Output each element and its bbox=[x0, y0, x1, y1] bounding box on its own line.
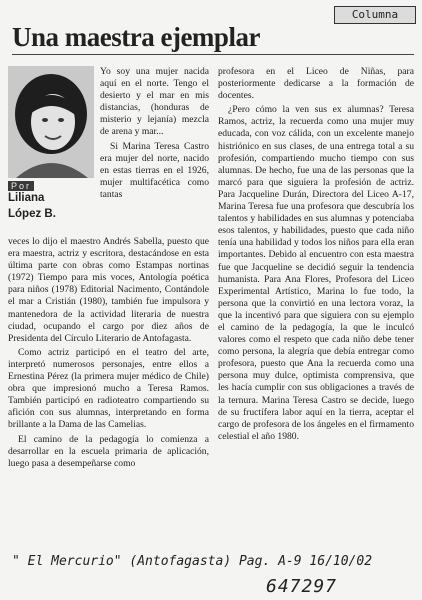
handwritten-annotation bbox=[8, 548, 414, 596]
header-rule bbox=[12, 54, 414, 55]
handwritten-archive-number: 647297 bbox=[266, 576, 338, 597]
author-name bbox=[8, 190, 94, 222]
byline-prefix: Por bbox=[8, 181, 34, 191]
section-tag: Columna bbox=[334, 6, 416, 24]
column-b bbox=[218, 66, 414, 445]
paragraph: profesora en el Liceo de Niñas, para posteriormente dedicarse a la formación de docentes. bbox=[218, 66, 414, 102]
paragraph: Si Marina Teresa Castro era mujer del norte, nacido en estas tierras en el 1926, mujer multifacética como tantas bbox=[100, 140, 209, 200]
paragraph: veces lo dijo el maestro Andrés Sabella, puesto que era maestra, actriz y escritora, destacándose en esta última parte con obras como Estampas nortinas (1972) Tiempo para mis voces, Antología poética para niños (1978) Editorial Nacimento, Contándole el mar a Cristián (1980), también fue impulsora y mantenedora de la actividad literaria de nuestra ciudad, ocupando el cargo por diez años de Presidenta del Círculo Literario de Antofagasta. bbox=[8, 236, 209, 344]
handwritten-source-note: " El Mercurio" (Antofagasta) Pag. A-9 16/10/02 bbox=[12, 554, 373, 569]
author-photo bbox=[8, 66, 94, 178]
headline: Una maestra ejemplar bbox=[12, 22, 260, 52]
paragraph: Como actriz participó en el teatro del arte, interpretó numerosos personajes, entre ellos a Ernestina Pérez (la primera mujer médico de Chile) obra que impresionó mucho a Teresa Ramos. También participó en radioteatro compartiendo su afición con sus alumnas, interpretando en forma brillante a la Dama de las Camelias. bbox=[8, 346, 209, 431]
paragraph: Yo soy una mujer nacida aquí en el norte. Tengo el desierto y el mar en mis distancias, (honduras de misterio y lejanía) mezcla de arena y mar... bbox=[100, 66, 209, 138]
column-a-top bbox=[100, 66, 209, 203]
paragraph: El camino de la pedagogía lo comienza a desarrollar en la escuela primaria de aplicación, luego pasa a desempeñarse como bbox=[8, 433, 209, 469]
column-a-bottom bbox=[8, 236, 209, 472]
portrait-image bbox=[8, 66, 94, 178]
author-last-name: López B. bbox=[8, 208, 56, 220]
paragraph: ¿Pero cómo la ven sus ex alumnas? Teresa Ramos, actriz, la recuerda como una mujer muy educada, con voz cálida, con un excelente manejo histriónico en sus clases, de una entrega total a su profesión, compartiendo mucho tiempo con sus alumnas. De hecho, fue una de las personas que la marcó para que siguiera la profesión de actriz. Para Jacqueline Durán, Directora del Liceo A-17, Marina Teresa fue una profesora que descubría los talentos y habilidades en sus alumnas y potenciaba esos talentos, y habilidades, puesto que cada niño tenía una habilidad y todos los niños para ella eran importantes. Debido al encuentro con esta maestra fue que Jacqueline se decidió seguir la tendencia humanista. Para Ana Flores, Profesora del Liceo Experimental Artístico, Marina lo fue todo, la persona que la convirtió en una lectora voraz, la que la incentivó para que siguiera con su ejemplo el camino de la pedagogía, la que le inculcó valores como el respeto que cada niño debe tener como persona, la alegría que debía entregar como profesora, puesto que Ana la recuerda como una persona muy dulce, optimista comprensiva, que les hacía cumplir con sus obligaciones a través de la ternura. Marina Teresa Castro se decide, luego de su fructífera labor aquí en la tierra, aceptar el cargo de profesora de los ángeles en el firmamento celestial el año 1980. bbox=[218, 104, 414, 442]
author-first-name: Liliana bbox=[8, 192, 45, 204]
